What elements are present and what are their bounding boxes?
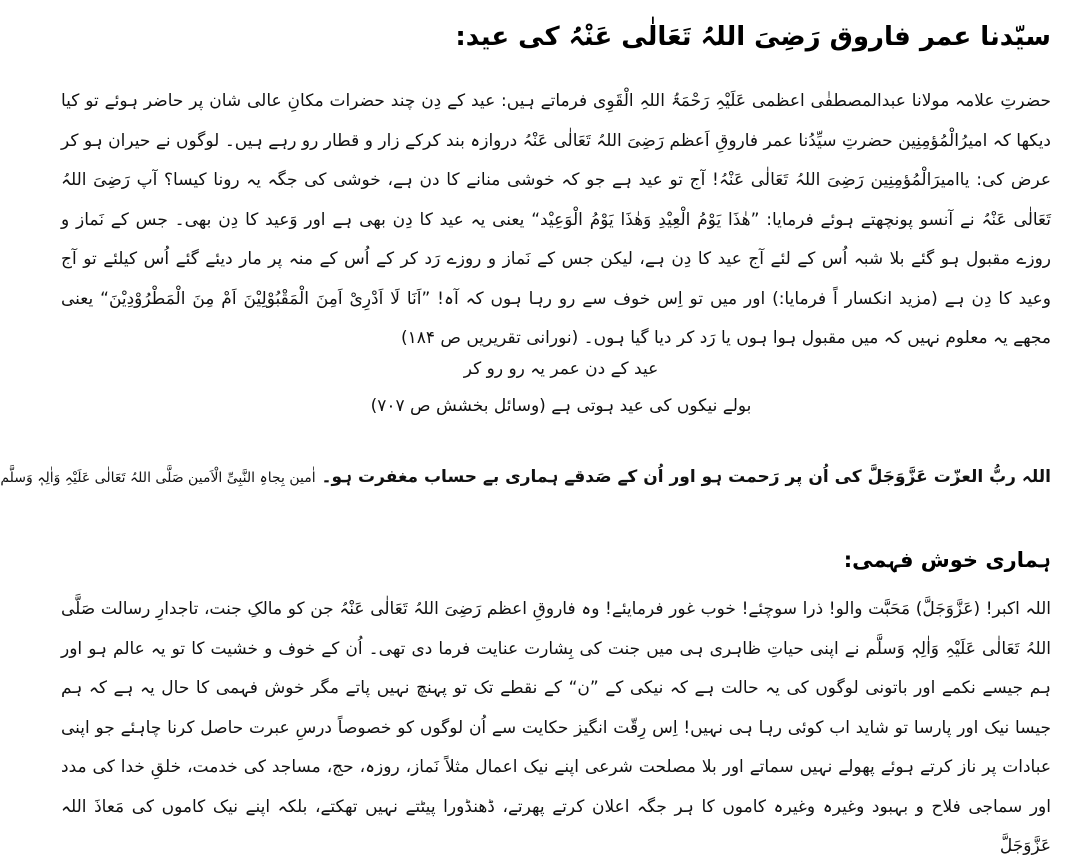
dua-tail-text: اٰمین بِجاہِ النَّبِیِّ الْاَمین صَلَّی اللہُ تَعَالٰی عَلَیْہِ وَاٰلِہٖ وَسلَّم: [0, 470, 316, 486]
poem-line-1: عید کے دن عمر یہ رو رو کر: [463, 359, 659, 379]
story-paragraph: حضرتِ علامہ مولانا عبدالمصطفٰی اعظمی عَلَیْہِ رَحْمَۃُ اللہِ الْقَوِی فرماتے ہیں: عید کے دِن چند حضرات مکانِ عالی شان پر حاضر ہوئے تو کیا دیکھا کہ امیرُالْمُؤمِنِین حضرتِ سیِّدُنا عمر فاروقِ اَعظم رَضِیَ اللہُ تَعَالٰی عَنْہُ دروازہ بند کرکے زار و قطار رو رہے ہیں۔ لوگوں نے حیران ہو کر عرض کی: یاامیرَالْمُؤمِنِین رَضِیَ اللہُ تَعَالٰی عَنْہُ! آج تو عید ہے جو کہ خوشی منانے کا دن ہے، خوشی کی جگہ یہ رونا کیسا؟ آپ رَضِیَ اللہُ تَعَالٰی عَنْہُ نے آنسو پونچھتے ہوئے فرمایا: ”ھٰذَا یَوْمُ الْعِیْدِ وَھٰذَا یَوْمُ الْوَعِیْد“ یعنی یہ عید کا دِن بھی ہے اور وَعید کا دِن بھی۔ جس کے نَماز و روزے مقبول ہو گئے بلا شبہ اُس کے لئے آج عید کا دِن ہے، لیکن جس کے نَماز و روزے رَد کر کے اُس کے منہ پر مار دیئے گئے اُس کیلئے تو آج وعید کا دِن ہے (مزید انکسار اً فرمایا:) اور میں تو اِس خوف سے رو رہا ہوں کہ آہ! ”اَنَا لَا اَدْرِیْ اَمِنَ الْمَقْبُوْلِیْنَ اَمْ مِنَ الْمَطْرُوْدِیْنَ“ یعنی مجھے یہ معلوم نہیں کہ میں مقبول ہوا ہوں یا رَد کر دیا گیا ہوں۔ (نورانی تقریریں ص ۱۸۴): [61, 91, 1051, 348]
poem-line-2: بولے نیکوں کی عید ہوتی ہے (وسائل بخشش ص ۷۰۷): [370, 396, 752, 416]
dua-line: [0, 466, 1051, 487]
reflection-paragraph: اللہ اکبر! (عَزَّوَجَلَّ) مَحَبَّت والو! ذرا سوچئے! خوب غور فرمایئے! وہ فاروقِ اعظم رَضِیَ اللہُ تَعَالٰی عَنْہُ جن کو مالکِ جنت، تاجدارِ رسالت صَلَّی اللہُ تَعَالٰی عَلَیْہِ وَاٰلِہٖ وَسلَّم نے اپنی حیاتِ ظاہری ہی میں جنت کی بِشارت عنایت فرما دی تھی۔ اُن کے خوف و خشیت کا تو یہ عالم ہو اور ہم جیسے نکمے اور باتونی لوگوں کی یہ حالت ہے کہ نیکی کے ”ن“ کے نقطے تک تو پہنچ نہیں پاتے مگر خوش فہمی کا حال یہ ہے کہ ہم جیسا نیک اور پارسا تو شاید اب کوئی رہا ہی نہیں! اِس رِقّت انگیز حکایت سے اُن لوگوں کو خصوصاً درسِ عبرت حاصل کرنا چاہئے جو اپنی عبادات پر ناز کرتے ہوئے پھولے نہیں سماتے اور بلا مصلحت شرعی اپنے نیک اعمال مثلاً نَماز، روزہ، حج، مساجد کی خدمت، خلقِ خدا کی مدد اور سماجی فلاح و بہبود وغیرہ وغیرہ کاموں کا ہر جگہ اعلان کرتے پھرتے، ڈھنڈورا پیٹتے نہیں تھکتے، بلکہ اپنے نیک کاموں کی مَعاذَ اللہ عَزَّوَجَلَّ: [61, 599, 1051, 856]
dua-main-text: اللہ ربُّ العزّت عَزَّوَجَلَّ کی اُن پر رَحمت ہو اور اُن کے صَدقے ہماری بے حساب مغفرت ہو۔: [321, 467, 1051, 487]
section-heading-umar-eid: سیّدنا عمر فاروق رَضِیَ اللہُ تَعَالٰی عَنْہُ کی عید:: [455, 22, 1051, 52]
section-heading-self-deception: ہماری خوش فہمی:: [843, 548, 1051, 572]
